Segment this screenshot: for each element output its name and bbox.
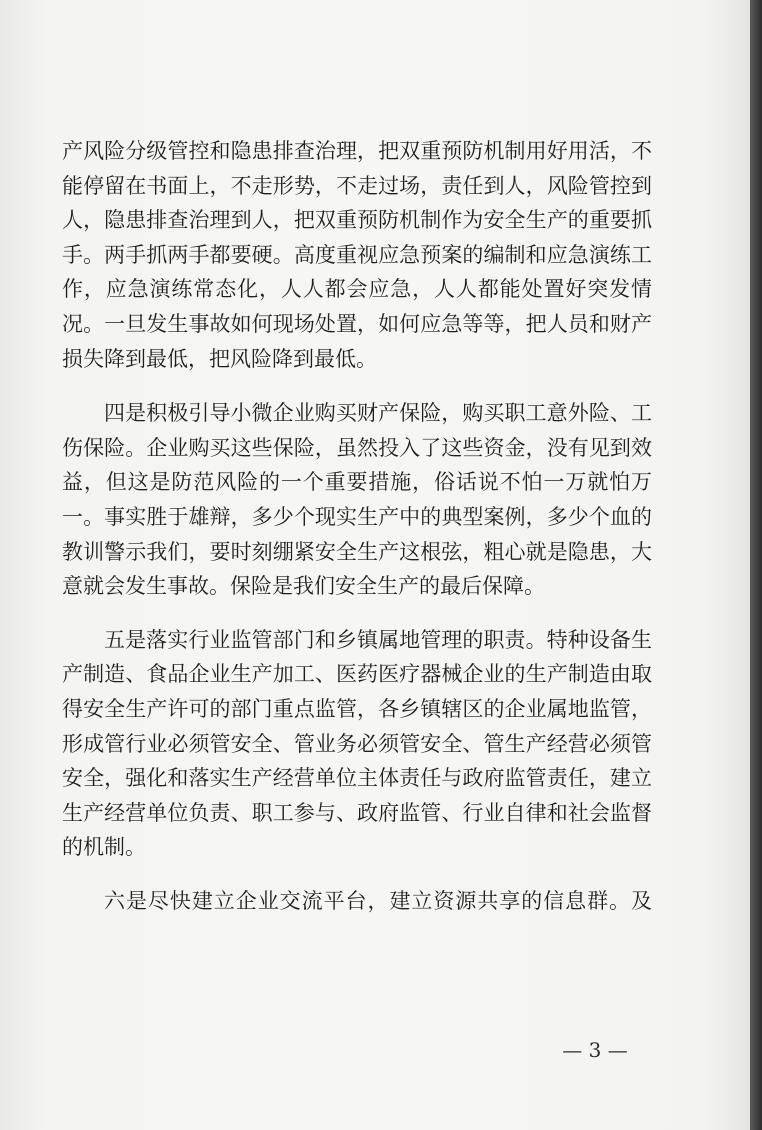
- document-body: [62, 134, 652, 918]
- paragraph-continuation: 产风险分级管控和隐患排查治理，把双重预防机制用好用活，不能停留在书面上，不走形势，不走过场，责任到人，风险管控到人，隐患排查治理到人，把双重预防机制作为安全生产的重要抓手。两手抓两手都要硬。高度重视应急预案的编制和应急演练工作，应急演练常态化，人人都会应急，人人都能处置好突发情况。一旦发生事故如何现场处置，如何应急等等，把人员和财产损失降到最低，把风险降到最低。: [62, 139, 652, 371]
- page-number: — 3 —: [562, 1038, 628, 1062]
- paragraph-four: 四是积极引导小微企业购买财产保险，购买职工意外险、工伤保险。企业购买这些保险，虽然投入了这些资金，没有见到效益，但这是防范风险的一个重要措施，俗话说不怕一万就怕万一。事实胜于雄辩，多少个现实生产中的典型案例，多少个血的教训警示我们，要时刻绷紧安全生产这根弦，粗心就是隐患，大意就会发生事故。保险是我们安全生产的最后保障。: [62, 401, 652, 599]
- page-edge-shadow: [750, 0, 762, 1130]
- paragraph-six: 六是尽快建立企业交流平台，建立资源共享的信息群。及: [104, 888, 652, 913]
- paragraph-five: 五是落实行业监管部门和乡镇属地管理的职责。特种设备生产制造、食品企业生产加工、医药医疗器械企业的生产制造由取得安全生产许可的部门重点监管，各乡镇辖区的企业属地监管，形成管行业必须管安全、管业务必须管安全、管生产经营必须管安全，强化和落实生产经营单位主体责任与政府监管责任，建立生产经营单位负责、职工参与、政府监管、行业自律和社会监督的机制。: [62, 627, 652, 860]
